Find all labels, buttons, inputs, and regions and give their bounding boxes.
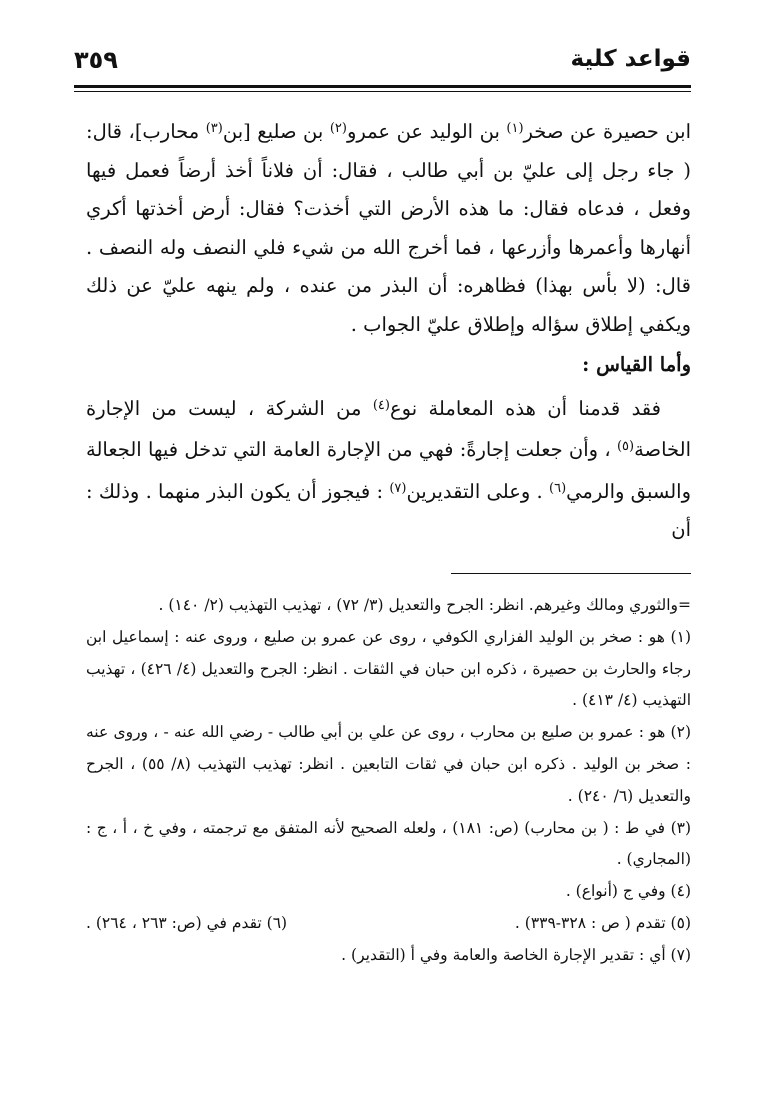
footnote-7: (٧) أي : تقدير الإجارة الخاصة والعامة وفي أ (التقدير) . (341, 945, 691, 964)
header-rule-thick (74, 85, 691, 88)
text-segment: ابن حصيرة عن صخر (523, 120, 692, 143)
footnote-ref-3[interactable]: (٣) (205, 121, 223, 136)
text-segment: من الشركة ، ليست من الإجارة الخاصة (86, 396, 691, 461)
text-segment: محارب]، قال: ( جاء رجل إلى عليّ بن أبي طالب ، فقال: أن فلاناً أخذ أرضاً فعمل فيها وفعل ، فدعاه فقال: ما هذه الأرض التي أخذت؟ فقال: أرض أخذتها أكري أنهارها وأعمرها وأزرعها ، فما أخرج الله من شيء فلي النصف وله النصف . قال: (لا بأس بهذا) فظاهره: أن البذر من عنده ، ولم ينهه عليّ عن ذلك ويكفي إطلاق سؤاله وإطلاق عليّ الجواب . (86, 120, 691, 336)
footnotes (86, 590, 691, 972)
footnote-ref-2[interactable]: (٢) (329, 121, 347, 136)
footnote-ref-6[interactable]: (٦) (549, 480, 567, 496)
footnote-row (86, 908, 691, 940)
page-header (74, 40, 691, 90)
footnote-ref-4[interactable]: (٤) (372, 397, 390, 413)
footnote-ref-5[interactable]: (٥) (616, 439, 635, 454)
footnote-3: (٣) في ط : ( بن محارب) (ص: ١٨١) ، ولعله الصحيح لأنه المتفق مع ترجمته ، وفي خ ، أ ، ج : (المجاري) . (86, 818, 692, 869)
text-segment: فقد قدمنا أن هذه المعاملة نوع (389, 396, 661, 420)
running-title: قواعد كلية (570, 46, 691, 72)
section-heading: وأما القياس : (582, 353, 691, 376)
footnote-6: (٦) تقدم في (ص: ٢٦٣ ، ٢٦٤) . (86, 913, 288, 932)
text-segment: بن الوليد عن عمرو (346, 120, 507, 143)
footnote-1: (١) هو : صخر بن الوليد الفزاري الكوفي ، روى عن عمرو بن صليع ، وروى عنه : إسماعيل ابن رجاء والحارث بن حصيرة ، ذكره ابن حبان في الثقات . انظر: الجرح والتعديل (٤/ ٤٢٦) ، تهذيب التهذيب (٤/ ٤١٣) . (86, 627, 691, 710)
footnote-divider (451, 573, 691, 574)
footnote-4: (٤) وفي ج (أنواع) . (565, 882, 691, 901)
text-segment: : فيجوز أن يكون البذر منهما . وذلك : أن (86, 479, 691, 541)
text-segment: ، وأن جعلت إجارةً: فهي من الإجارة العامة التي تدخل فيها الجعالة والسبق والرمي (86, 438, 691, 503)
footnote-continuation: =والثوري ومالك وغيرهم. انظر: الجرح والتعديل (٣/ ٧٢) ، تهذيب التهذيب (٢/ ١٤٠) . (158, 596, 691, 614)
header-rule-thin (74, 91, 691, 92)
footnote-ref-1[interactable]: (١) (506, 121, 524, 136)
footnote-2: (٢) هو : عمرو بن صليع بن محارب ، روى عن علي بن أبي طالب - رضي الله عنه - ، وروى عنه : صخر بن الوليد . ذكره ابن حبان في ثقات التابعين . انظر: تهذيب التهذيب (٨/ ٥٥) ، الجرح والتعديل (٦/ ٢٤٠) . (86, 723, 691, 805)
paragraph-analogy (86, 387, 691, 550)
footnote-5: (٥) تقدم ( ص : ٣٢٨-٣٣٩) . (514, 913, 691, 932)
text-segment: بن صليع [بن (222, 120, 330, 143)
page-number: ٣٥٩ (74, 46, 118, 74)
main-text (86, 110, 691, 550)
text-segment: . وعلى التقديرين (406, 479, 550, 503)
footnote-ref-7[interactable]: (٧) (389, 480, 407, 496)
paragraph-narration (86, 110, 691, 344)
